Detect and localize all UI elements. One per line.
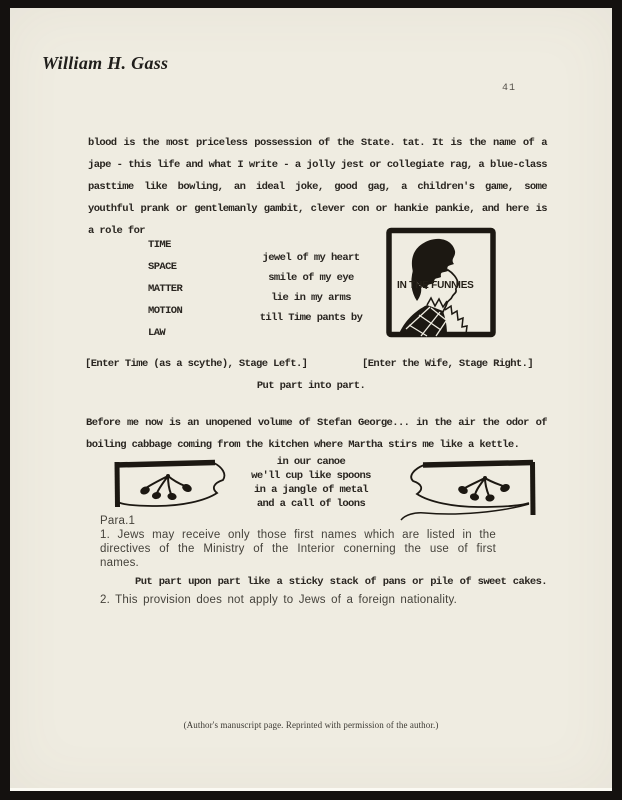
paragraph-line: jape - this life and what I write - a jolly jest or collegiate rag, a blue-class (88, 159, 547, 171)
poem-line: jewel of my heart (262, 252, 360, 264)
directives-block (100, 514, 496, 570)
poem-line: lie in my arms (271, 292, 351, 304)
paragraph-line: boiling cabbage coming from the kitchen where Martha stirs me like a kettle. (86, 439, 520, 451)
stage-direction-right: [Enter the Wife, Stage Right.] (362, 358, 534, 370)
jewel-poem (10, 248, 612, 328)
stage-direction-left: [Enter Time (as a scythe), Stage Left.] (85, 358, 308, 370)
poem-line: and a call of loons (256, 498, 366, 510)
funnies-panel (385, 226, 498, 339)
directive-line: 1. Jews may receive only those first names which are listed in the (100, 529, 496, 541)
poem-line: smile of my eye (268, 272, 354, 284)
poem-line: we'll cup like spoons (251, 470, 371, 482)
paragraph-line: youthful prank or gentlemanly gambit, clever con or hankie pankie, and here is (88, 203, 547, 215)
poem-line: in our canoe (276, 456, 346, 468)
role-item: MATTER (148, 283, 183, 295)
poem-line: till Time pants by (259, 312, 363, 324)
role-item: LAW (148, 327, 166, 339)
page-number: 41 (502, 83, 517, 94)
paragraph-line: Before me now is an unopened volume of Stefan George... in the air the odor of (86, 417, 547, 429)
put-part-upon-line: Put part upon part like a sticky stack of pans or pile of sweet cakes. (135, 576, 547, 588)
role-item: SPACE (148, 261, 177, 273)
directive-line: names. (100, 557, 139, 569)
paragraph-line: blood is the most priceless possession of the State. tat. It is the name of a (88, 137, 547, 149)
paragraph-line: a role for (88, 225, 146, 237)
role-item: TIME (148, 239, 171, 251)
funnies-caption: IN THE FUNNIES (397, 280, 474, 291)
paragraph-line: pasttime like bowling, an ideal joke, good gag, a children's game, some (88, 181, 547, 193)
author-name: William H. Gass (42, 53, 169, 73)
footer-credit: (Author's manuscript page. Reprinted with permission of the author.) (183, 720, 439, 730)
directive-line: directives of the Ministry of the Interior conerning the use of first (100, 543, 496, 555)
para-label: Para.1 (100, 515, 136, 527)
role-item: MOTION (148, 305, 183, 317)
directive-2: 2. This provision does not apply to Jews of a foreign nationality. (100, 594, 457, 606)
put-part-into-line: Put part into part. (256, 380, 366, 392)
cherries-icon (111, 457, 233, 519)
second-paragraph (86, 412, 547, 456)
poem-line: in a jangle of metal (253, 484, 369, 496)
manuscript-page (10, 8, 612, 791)
